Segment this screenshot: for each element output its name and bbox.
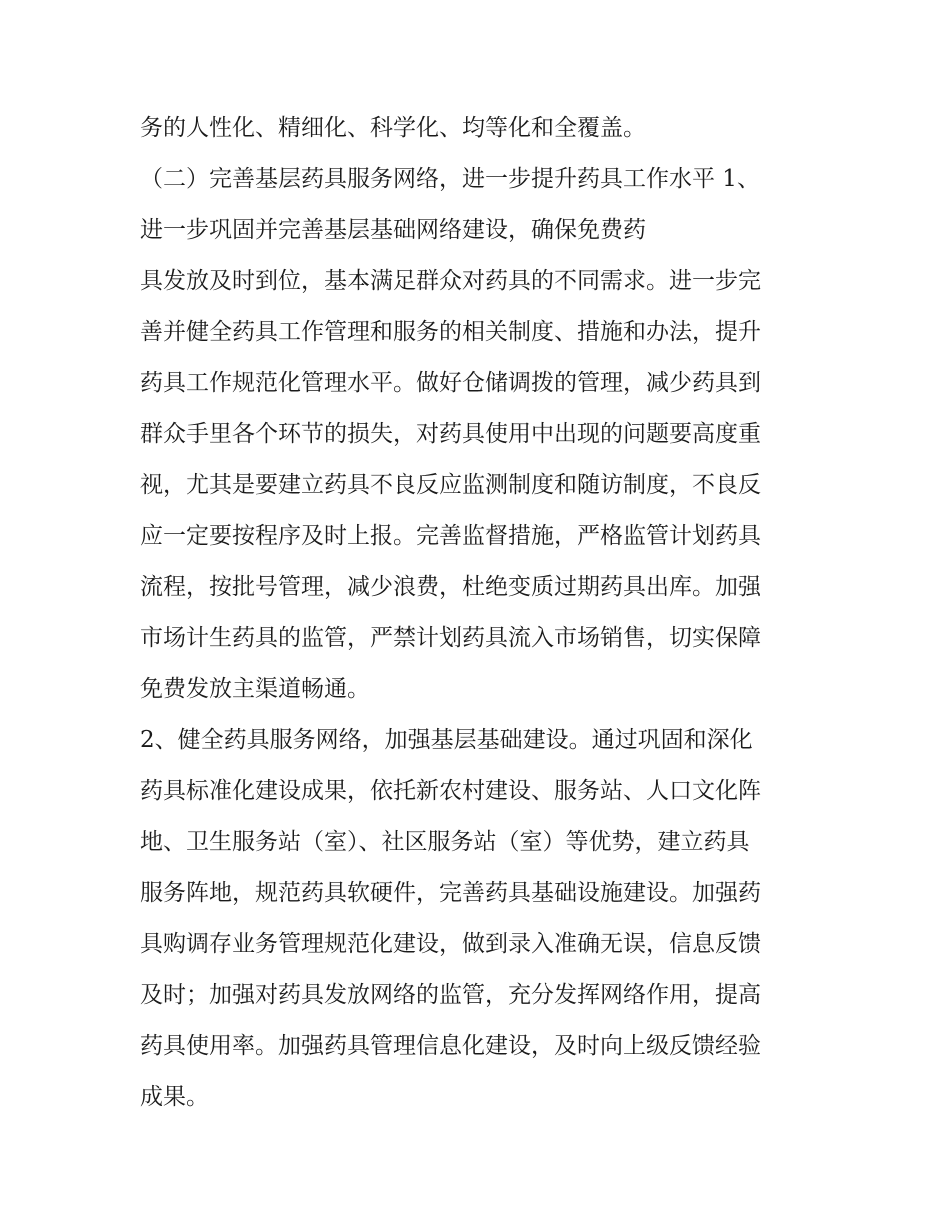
text-line: 及时；加强对药具发放网络的监管，充分发挥网络作用，提高 (140, 982, 761, 1008)
text-line: 视，尤其是要建立药具不良反应监测制度和随访制度，不良反 (140, 472, 761, 498)
text-line: 药具工作规范化管理水平。做好仓储调拨的管理，减少药具到 (140, 370, 761, 396)
text-line: 免费发放主渠道畅通。 (140, 676, 370, 702)
text-line: 成果。 (140, 1084, 209, 1110)
text-line: 地、卫生服务站（室）、社区服务站（室）等优势，建立药具 (140, 829, 750, 855)
text-line: 具发放及时到位，基本满足群众对药具的不同需求。进一步完 (140, 268, 761, 294)
text-line: 服务阵地，规范药具软硬件，完善药具基础设施建设。加强药 (140, 880, 761, 906)
text-line: 务的人性化、精细化、科学化、均等化和全覆盖。 (140, 115, 646, 141)
text-line: 善并健全药具工作管理和服务的相关制度、措施和办法，提升 (140, 319, 761, 345)
body-text (140, 103, 830, 1123)
text-line: 具购调存业务管理规范化建设，做到录入准确无误，信息反馈 (140, 931, 761, 957)
section-heading-line: （二）完善基层药具服务网络，进一步提升药具工作水平 1、 (140, 166, 760, 192)
text-line: 药具使用率。加强药具管理信息化建设，及时向上级反馈经验 (140, 1033, 761, 1059)
numbered-paragraph-line: 2、健全药具服务网络，加强基层基础建设。通过巩固和深化 (140, 727, 753, 753)
text-line: 进一步巩固并完善基层基础网络建设，确保免费药 (140, 217, 646, 243)
text-line: 市场计生药具的监管，严禁计划药具流入市场销售，切实保障 (140, 625, 761, 651)
text-line: 药具标准化建设成果，依托新农村建设、服务站、人口文化阵 (140, 778, 761, 804)
text-line: 流程，按批号管理，减少浪费，杜绝变质过期药具出库。加强 (140, 574, 761, 600)
text-line: 群众手里各个环节的损失，对药具使用中出现的问题要高度重 (140, 421, 761, 447)
text-line: 应一定要按程序及时上报。完善监督措施，严格监管计划药具 (140, 523, 761, 549)
